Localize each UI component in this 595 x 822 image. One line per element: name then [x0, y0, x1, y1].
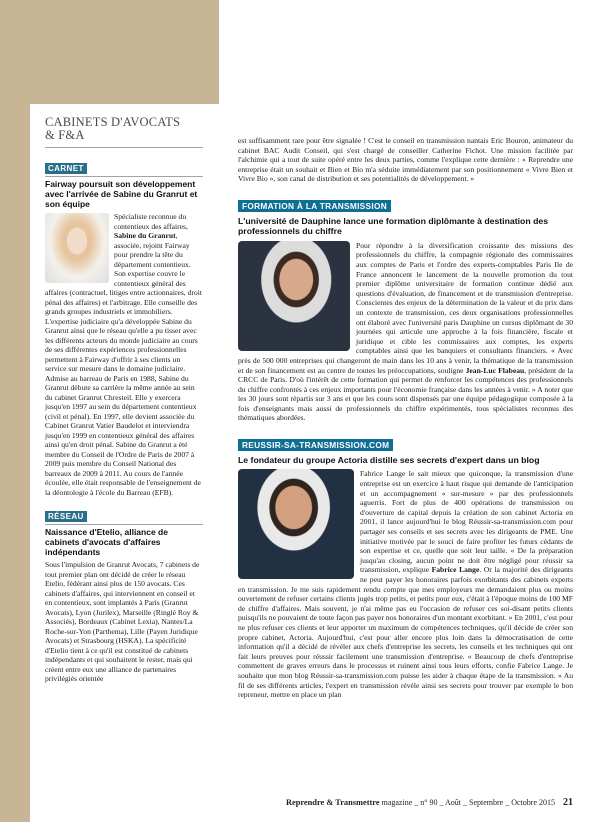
sidebar-content — [45, 116, 203, 684]
formation-body-b: , président de la CRCC de Paris. D'où l'intérêt de cette formation qui permet de renforcer les compétences des professionnels du chiffre confrontés à ces enjeux importants pour l'économie française dans les années à venir. » A noter que les 30 jours sont répartis sur 3 ans et que les cours sont dispensés par une équipe pédagogique composée à la fois d'enseignants mais aussi de professionnels du chiffre expérimentés, tous spécialistes reconnus des thématiques abordées. — [238, 365, 573, 423]
divider — [45, 147, 203, 148]
reussir-body-name: Fabrice Lange — [431, 565, 480, 575]
carnet-body-lead: Spécialiste reconnue du contentieux des affaires, — [114, 212, 188, 231]
footer-issue: magazine _ n° 90 _ Août _ Septembre _ Octobre 2015 — [381, 798, 555, 807]
carnet-headline: Fairway poursuit son développement avec l'arrivée de Sabine du Granrut et son équipe — [45, 179, 198, 209]
portrait-photo-jean-luc-flabeau — [238, 241, 350, 351]
reussir-article — [238, 435, 573, 700]
sidebar-header-band — [0, 0, 219, 104]
reussir-body-a: Fabrice Lange le sait mieux que quiconque, la transmission d'une entreprise est un exercice à haut risque qui demande de l'anticipation et un accompagnement « sur-mesure » par des professionnels aguerris. Fort de plus de 400 opérations de transmission ou d'ouverture de capital depuis la création de son cabinet Actoria en 2001, il lance aujourd'hui le blog Réussir-sa-transmission.com pour partager ses conseils et ses secrets avec les dirigeants de PME. Une initiative motivée par le souci de faire profiter les futurs cédants de son expertise et ce, quelle que soit leur taille. « De la préparation jusqu'au closing, aucun point ne doit être négligé pour réussir sa transmission, explique — [360, 469, 573, 575]
formation-body-name: Jean-Luc Flabeau — [465, 365, 525, 375]
reussir-tag: REUSSIR-SA-TRANSMISSION.COM — [238, 439, 393, 451]
formation-article — [238, 196, 573, 423]
carnet-article — [45, 158, 203, 497]
reseau-tag: RÉSEAU — [45, 511, 87, 522]
page-number: 21 — [563, 797, 573, 808]
reussir-body-b: . Or la majorité des dirigeants ne peut payer les honoraires parfois exorbitants des cabinets experts en transmission. Je me suis rapidement rendu compte que mes employeurs me demandaient plus ou moins ouvertement de refuser certains clients jugés trop petits, et petits pour eux, c'était à l'époque moins de 100 MF de chiffre d'affaires. Mais souvent, je n'ai même pas eu l'occasion de refuser ces soi-disant petits clients puisqu'ils ne pouvaient de toute façon pas payer nos honoraires d'un montant exorbitant. » En 2001, c'est pour ne plus refuser ces clients et leur apporter un maximum de compétences techniques, qu'il décide de créer son propre cabinet, Actoria. Aujourd'hui, c'est pour aller encore plus loin dans la démocratisation de cette information qu'il a décidé de révéler aux chefs d'entreprise les secrets, les conseils et les techniques qui ont fait leurs preuves pour réussir facilement une transmission d'entreprise. « Beaucoup de chefs d'entreprise commettent de graves erreurs dans le processus et ruinent ainsi tous leurs efforts, confie Fabrice Lange. Je souhaite que mon blog Réussir-sa-transmission.com puisse les aider à chaque étape de la transmission. » Au fil de ses différents articles, l'expert en transmission révèle ainsi ses secrets pour trouver par exemple le bon repreneur, mettre en place un plan — [238, 565, 573, 700]
sidebar-title-line1: CABINETS D'AVOCATS — [45, 115, 181, 129]
formation-body-a: Pour répondre à la diversification croissante des missions des professionnels du chiffre, la compagnie régionale des commissaires aux comptes de Paris et l'ordre des experts-comptables Paris Ile de France annoncent le lancement de la nouvelle promotion du tout premier diplôme universitaire de formation continue dédié aux questions d'évaluation, de financement et de transmission d'entreprise. Conscientes des enjeux de la détermination de la valeur et du prix dans un contexte de transmission, ces deux organisations professionnelles ont élaboré avec l'université paris Dauphine un cursus diplômant de 30 journées qui articule une approche à la fois financière, fiscale et juridique et cible les commissaires aux comptes, les experts comptables ainsi que les banquiers et consultants financiers. « Avec près de 500 000 entreprises qui changeront de main dans les 10 ans à venir, la thématique de la transmission et de son financement est au centre de toutes les préoccupations, souligne — [238, 240, 573, 375]
main-column — [238, 136, 573, 700]
portrait-photo-sabine-du-granrut — [45, 213, 109, 283]
reseau-headline: Naissance d'Etelio, alliance de cabinets d'avocats d'affaires indépendants — [45, 527, 168, 557]
carnet-body-rest: , associée, rejoint Fairway pour prendre la tête du département contentieux. Son expertise couvre le contentieux général des affaires (contractuel, litiges entre actionnaires, droit pénal des affaires) et l'arbitrage. Elle conseille des grands groupes industriels et immobiliers. L'expertise judiciaire qu'a développée Sabine du Granrut ainsi que le réseau qu'elle a pu tisser avec les différents acteurs du monde judiciaire au cours de ses différentes expériences professionnelles permettent à Fairway d'offrir à ses clients un service sur mesure dans le domaine judiciaire. Admise au barreau de Paris en 1988, Sabine du Granrut débute sa carrière la même année au sein du cabinet Granrut Chresteil. Elle y exercera jusqu'en 1997 au sein du département contentieux (civil et pénal). En 1997, elle devient associée du Cabinet Granrut Vatier Baudelot et interviendra jusqu'en 1999 en contentieux général des affaires ainsi qu'en droit pénal. Sabine du Granrut a été membre du Conseil de l'Ordre de Paris de 2007 à 2009 puis membre du Conseil National des barreaux de 2009 à 2011. Au cours de l'année écoulée, elle était responsable de l'enseignement de la déontologie à l'école du Barreau (EFB). — [45, 231, 202, 497]
formation-tag: FORMATION À LA TRANSMISSION — [238, 200, 391, 212]
divider — [45, 524, 203, 525]
sidebar-section-title — [45, 116, 203, 142]
reseau-article — [45, 506, 203, 684]
reussir-headline: Le fondateur du groupe Actoria distille ses secrets d'expert dans un blog — [238, 455, 540, 466]
intro-paragraph: est suffisamment rare pour être signalée ! C'est le conseil en transmission nantais Eric Bouron, animateur du cabinet BAC Audit Conseil, qui s'est chargé de conseiller Catherine Fichot. Une mission facilitée par l'alchimie qui a tout de suite opéré entre les deux parties, comme l'explique cette dernière : « Reprendre une entreprise était un souhait et Bien et Bio m'a séduite immédiatement par son positionnement « Vivre Bien et Vivre Bio », son canal de distribution et ses potentialités de développement. » — [238, 136, 573, 184]
divider — [45, 176, 203, 177]
sidebar-title-line2: & F&A — [45, 128, 85, 142]
footer-magazine-name: Reprendre & Transmettre — [285, 798, 380, 807]
page-footer — [286, 797, 573, 808]
formation-headline: L'université de Dauphine lance une formation diplômante à destination des professionnels du chiffre — [238, 215, 549, 237]
reseau-body: Sous l'impulsion de Granrut Avocats, 7 cabinets de tout premier plan ont décidé de créer le réseau Etelio, fédérant ainsi plus de 150 avocats. Ces cabinets d'affaires, qui interviennent en conseil et en contentieux, sont implantés à Paris (Granrut Avocats), Lyon (Jurilex), Marseille (Ringlé Roy & Associés), Bordeaux (Cabinet Lexia), Nantes/La Roche-sur-Yon (Parthema), Lille (Payen Juridique Avocats) et Strasbourg (HSKA). La spécificité d'Etelio tient à ce qu'il est constitué de cabinets indépendants et qui souhaitent le rester, mais qui créent entre eux une alliance de partenaires privilégiés orientée — [45, 560, 200, 683]
sidebar-edge-band — [0, 0, 30, 822]
carnet-body-name: Sabine du Granrut — [114, 231, 176, 240]
sidebar-column — [0, 0, 219, 822]
carnet-tag: CARNET — [45, 163, 87, 174]
portrait-photo-fabrice-lange — [238, 469, 354, 579]
